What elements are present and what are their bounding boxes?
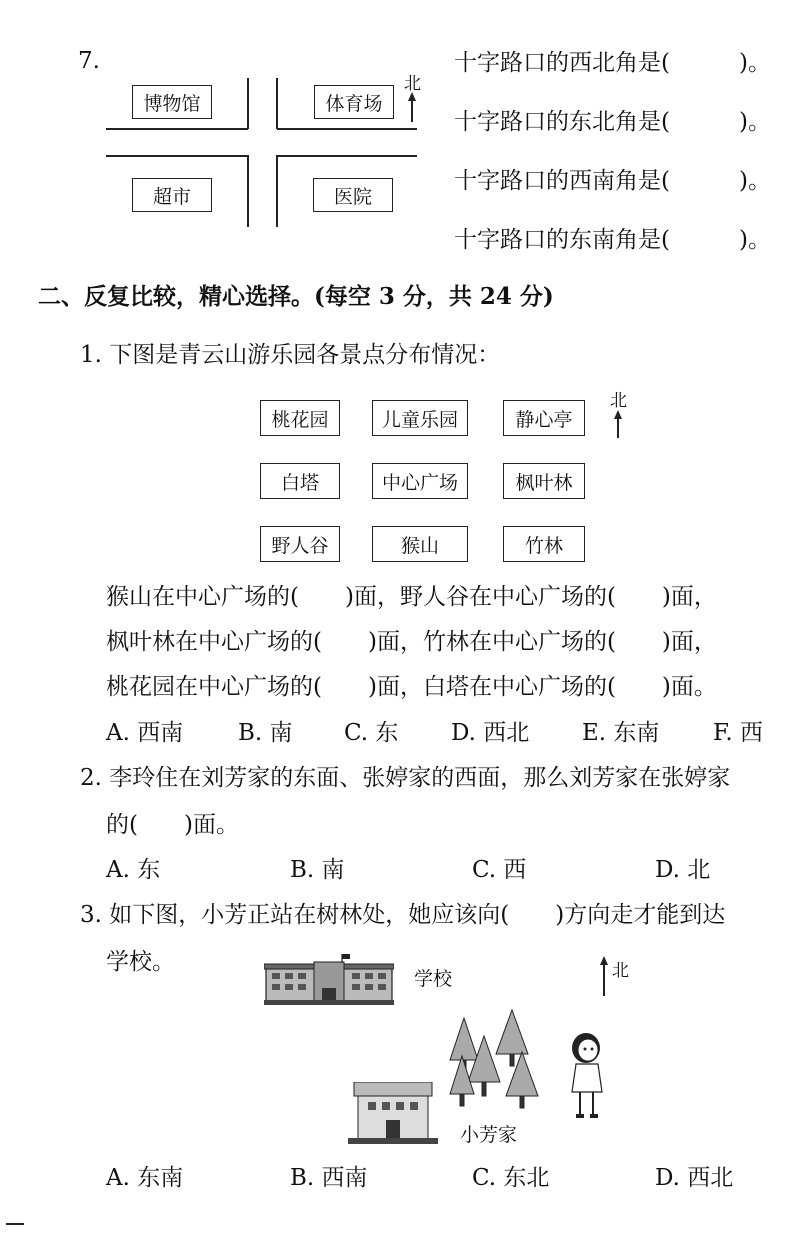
q2-option-a: A. 东 [106,857,161,883]
road-edge [277,128,417,130]
road-edge [247,78,249,129]
road-edge [277,155,417,157]
q2-option-b: B. 南 [290,857,345,883]
spot-zhulin: 竹林 [503,526,585,562]
q1-option-d: D. 西北 [451,720,530,746]
q3-option-c: C. 东北 [472,1165,550,1191]
road-edge [247,155,249,227]
girl-xiaofang-icon [566,1030,610,1122]
q3-option-d: D. 西北 [655,1165,734,1191]
road-edge [106,155,248,157]
q7-line-nw: 十字路口的西北角是( )。 [454,50,771,76]
q2-option-c: C. 西 [472,857,527,883]
spot-jingxinting: 静心亭 [503,400,585,436]
north-label: 北 [610,391,627,411]
q1-option-a: A. 西南 [106,720,184,746]
q3-line-1: 3. 如下图，小芳正站在树林处，她应该向( )方向走才能到达 [80,902,726,928]
box-stadium: 体育场 [314,85,394,119]
spot-houshan: 猴山 [372,526,468,562]
north-label: 北 [404,74,421,94]
section-2-heading: 二、反复比较，精心选择。(每空 3 分，共 24 分) [38,283,554,310]
q1-stem: 1. 下图是青云山游乐园各景点分布情况： [80,342,501,368]
school-label: 学校 [414,968,453,990]
north-label: 北 [612,961,629,981]
spot-fengyelin: 枫叶林 [503,463,585,499]
spot-yerengu: 野人谷 [260,526,340,562]
spot-ertongleyuan: 儿童乐园 [372,400,468,436]
box-supermarket: 超市 [132,178,212,212]
q1-option-b: B. 南 [238,720,293,746]
q7-line-sw: 十字路口的西南角是( )。 [454,168,771,194]
q1-line-1: 猴山在中心广场的( )面，野人谷在中心广场的( )面， [106,584,717,610]
q7-number: 7. [78,48,100,74]
q3-line-2: 学校。 [106,949,175,975]
q3-option-b: B. 西南 [290,1165,368,1191]
q3-option-a: A. 东南 [106,1165,184,1191]
q1-option-c: C. 东 [344,720,399,746]
north-arrow-shaft [411,100,413,122]
q2-line-1: 2. 李玲住在刘芳家的东面、张婷家的西面，那么刘芳家在张婷家 [80,765,731,791]
road-edge [276,78,278,129]
school-building-icon [264,954,394,1006]
road-edge [106,128,248,130]
q7-line-se: 十字路口的东南角是( )。 [454,227,771,253]
home-house-icon [348,1082,438,1146]
q1-option-f: F. 西 [713,720,763,746]
forest-trees-icon [444,1008,544,1114]
q1-line-2: 枫叶林在中心广场的( )面，竹林在中心广场的( )面， [106,629,717,655]
page-footer-rule [6,1223,24,1225]
home-label: 小芳家 [460,1124,518,1146]
north-arrow-shaft [617,418,619,438]
q2-line-2: 的( )面。 [106,812,239,838]
q1-line-3: 桃花园在中心广场的( )面，白塔在中心广场的( )面。 [106,674,717,700]
spot-taohuayuan: 桃花园 [260,400,340,436]
q7-line-ne: 十字路口的东北角是( )。 [454,109,771,135]
box-hospital: 医院 [313,178,393,212]
north-arrow-shaft [603,964,605,996]
spot-baita: 白塔 [260,463,340,499]
q2-option-d: D. 北 [655,857,711,883]
box-museum: 博物馆 [132,85,212,119]
q1-option-e: E. 东南 [582,720,660,746]
road-edge [276,155,278,227]
spot-zhongxinguangchang: 中心广场 [372,463,468,499]
